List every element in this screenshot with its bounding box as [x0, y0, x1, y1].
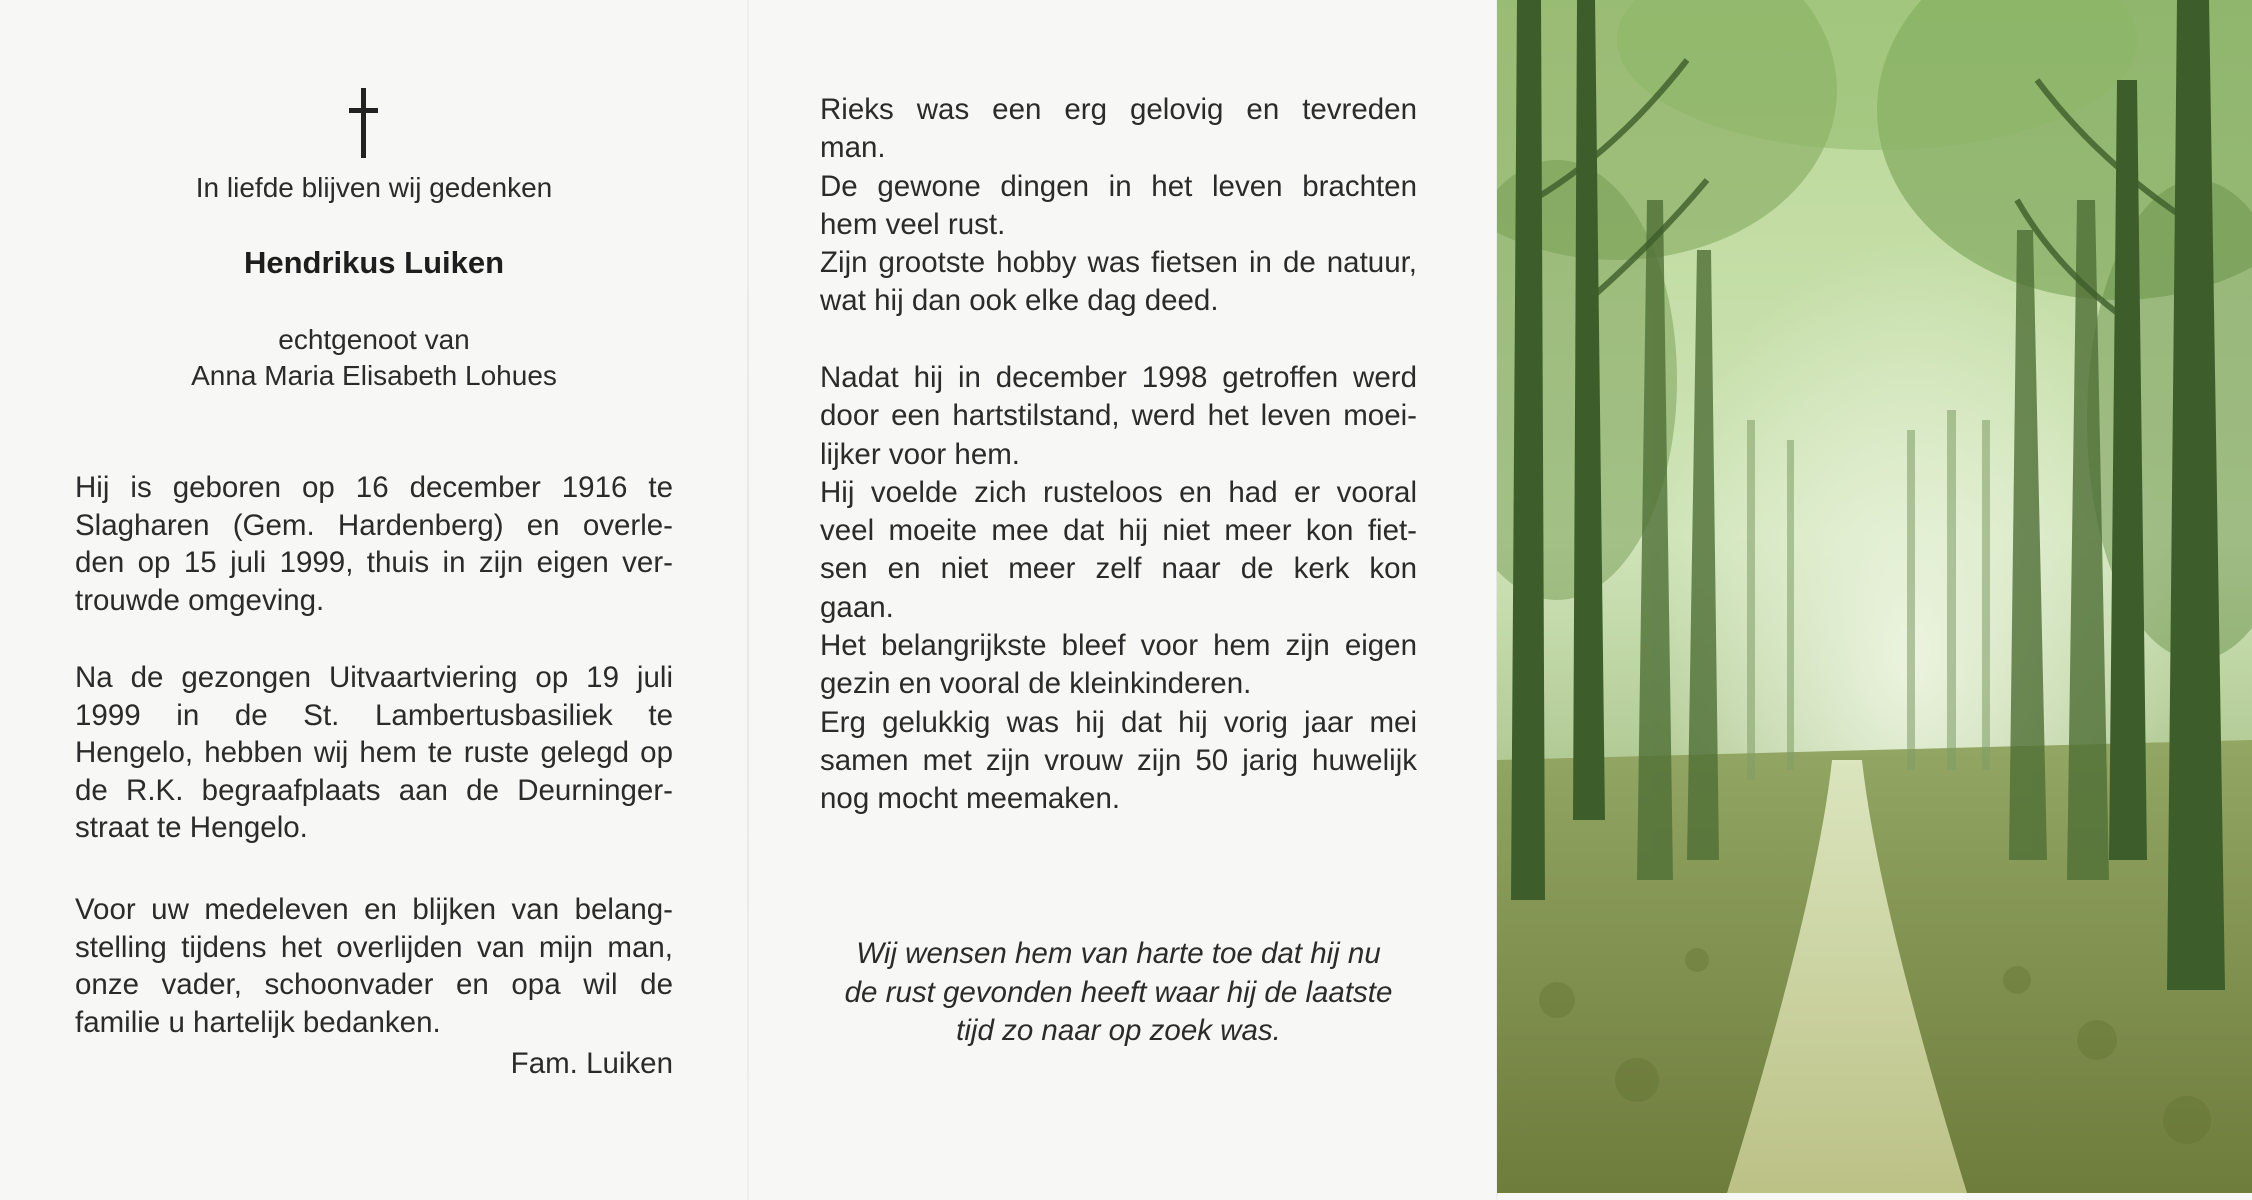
text-line: gaan. [820, 590, 894, 624]
forest-path-image [1497, 0, 2252, 1193]
text-line: nog mocht meemaken. [820, 782, 1121, 816]
greeting-text: In liefde blijven wij gedenken [195, 172, 553, 203]
text-line: samen met zijn vrouw zijn 50 jarig huwelijk [820, 743, 1417, 777]
text-line: lijker voor hem. [820, 437, 1021, 471]
text-line: veel moeite mee dat hij niet meer kon fiet- [820, 514, 1417, 548]
funeral-paragraph [75, 659, 673, 847]
text-line: trouwde omgeving. [75, 583, 325, 617]
text-line: Voor uw medeleven en blijken van belang- [75, 893, 673, 926]
text-line: de R.K. begraafplaats aan de Deurninger- [75, 773, 673, 807]
text-line: Erg gelukkig was hij dat hij vorig jaar mei [820, 705, 1417, 739]
text-line: stelling tijdens het overlijden van mijn man, [75, 930, 673, 964]
deceased-name: Hendrikus Luiken [243, 245, 505, 280]
text-line: familie u hartelijk bedanken. [75, 1005, 441, 1039]
text-line: straat te Hengelo. [75, 811, 308, 844]
text-line: wat hij dan ook elke dag deed. [820, 284, 1219, 318]
signature: Fam. Luiken [510, 1047, 673, 1080]
card-fold-left [747, 0, 749, 1200]
text-line: de rust gevonden heeft waar hij de laatste [844, 975, 1393, 1009]
forest-path-photo [1497, 0, 2252, 1193]
text-line: Wij wensen hem van harte toe dat hij nu [856, 937, 1381, 970]
text-line: sen en niet meer zelf naar de kerk kon [820, 552, 1417, 586]
text-line: man. [820, 131, 886, 165]
text-line: hem veel rust. [820, 207, 1006, 241]
text-line: onze vader, schoonvader en opa wil de [75, 968, 673, 1001]
text-line: gezin en vooral de kleinkinderen. [820, 667, 1252, 701]
illness-paragraph [820, 359, 1417, 819]
text-line: Nadat hij in december 1998 getroffen werd [820, 361, 1417, 394]
closing-wish [820, 935, 1417, 1051]
text-line: Het belangrijkste bleef voor hem zijn eigen [820, 629, 1417, 663]
text-line: tijd zo naar op zoek was. [956, 1014, 1281, 1047]
text-line: den op 15 juli 1999, thuis in zijn eigen ver- [75, 546, 673, 579]
text-line: door een hartstilstand, werd het leven moei- [820, 399, 1417, 433]
text-line: De gewone dingen in het leven brachten [820, 169, 1417, 203]
text-line: Rieks was een erg gelovig en tevreden [820, 93, 1417, 126]
character-paragraph [820, 91, 1417, 321]
text-line: 1999 in de St. Lambertusbasiliek te [75, 698, 673, 732]
text-line: Hij is geboren op 16 december 1916 te [75, 471, 673, 504]
birth-death-paragraph [75, 469, 673, 619]
spouse-intro: echtgenoot van [278, 324, 470, 355]
text-line: Slagharen (Gem. Hardenberg) en overle- [75, 508, 673, 542]
spouse-name: Anna Maria Elisabeth Lohues [191, 360, 557, 391]
text-line: Hij voelde zich rusteloos en had er vooral [820, 475, 1417, 509]
cross-icon [361, 88, 367, 158]
text-line: Zijn grootste hobby was fietsen in de natuur, [820, 246, 1417, 280]
text-line: Na de gezongen Uitvaartviering op 19 juli [75, 661, 673, 694]
text-line: Hengelo, hebben wij hem te ruste gelegd op [75, 736, 673, 769]
thanks-paragraph [75, 891, 673, 1041]
